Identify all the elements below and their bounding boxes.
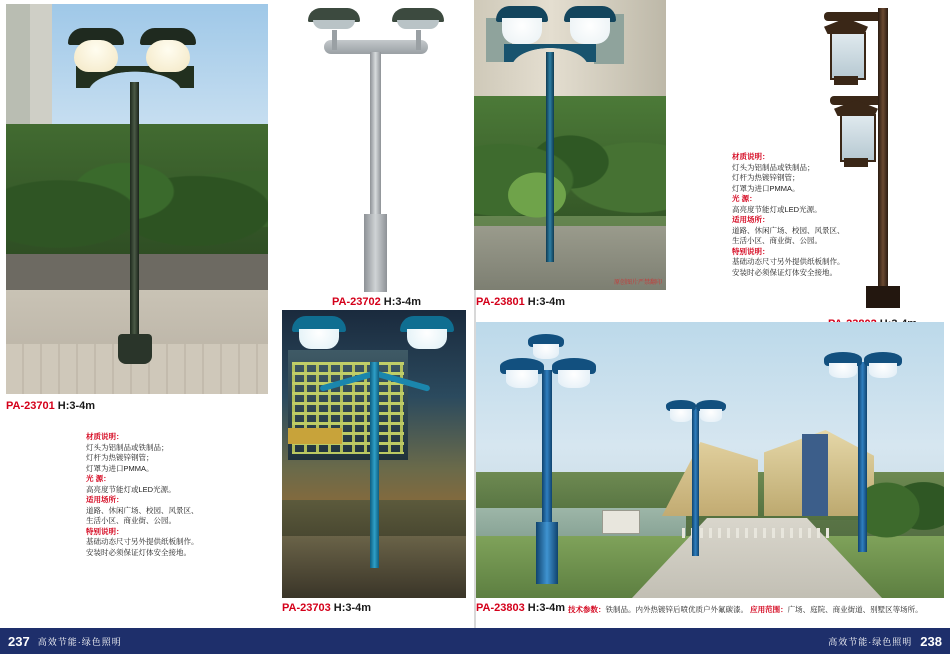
lamp-base (866, 286, 900, 308)
spec-line: 灯罩为进口PMMA。 (732, 183, 800, 193)
model-height: H:3-4m (333, 602, 372, 614)
model-height: H:3-4m (383, 296, 422, 308)
lamp-globe (670, 409, 692, 422)
lamp-globe (506, 370, 538, 388)
spec-line: 灯杆为热镀锌钢管； (732, 173, 800, 182)
model-code: PA-23801 (476, 296, 525, 308)
footer-text-left: 高效节能·绿色照明 (37, 636, 122, 647)
spec-line: 灯头为铝制品或铁制品； (86, 442, 169, 452)
lamp-head-right-left (824, 352, 862, 378)
model-code: PA-23702 (332, 296, 381, 308)
lamp-head-fg-left (500, 358, 544, 388)
footer-right (475, 628, 950, 654)
spec-line: 道路、休闲广场、校园、风景区、 (732, 225, 845, 235)
spec-line: 基础动态尺寸另外提供纸板制作。 (86, 537, 199, 546)
tech-label-usage: 应用范围： (750, 605, 788, 614)
lamp-globe (869, 363, 897, 378)
lamp-pole (370, 362, 379, 568)
lamp-globe (829, 363, 857, 378)
lamp-globe (502, 18, 542, 44)
model-height: H:3-4m (57, 400, 96, 412)
lamp-head-fg-top (528, 334, 564, 360)
lamp-base (364, 214, 387, 292)
lantern-upper (824, 18, 868, 88)
lamp-head-left (308, 8, 360, 34)
lamp-pole (130, 82, 139, 352)
caption-pa23701 (6, 400, 95, 412)
lamp-base (118, 334, 152, 364)
lantern-bottom (834, 76, 858, 85)
lamp-globe (533, 344, 559, 359)
lamp-globe (299, 329, 339, 349)
spec-line: 道路、休闲广场、校园、风景区、 (86, 505, 199, 515)
product-photo-pa23701 (6, 4, 268, 394)
lamp-pole-right (858, 362, 867, 552)
spec-line: 生活小区、商业街、公园。 (86, 516, 176, 525)
lamp-head-right (564, 6, 616, 46)
photo-banner (288, 428, 342, 444)
caption-pa23702 (332, 296, 421, 308)
spec-line: 安装时必须保证灯体安全接地。 (732, 267, 837, 277)
spec-title-note: 特别说明： (86, 526, 124, 536)
lamp-head-mid-right (696, 400, 726, 422)
photo-railing (682, 528, 832, 538)
photo-trees (862, 462, 944, 542)
photo-palm (492, 160, 582, 230)
product-photo-pa23703 (282, 310, 466, 598)
spec-line: 安装时必须保证灯体安全接地。 (86, 547, 191, 557)
lamp-globe (407, 329, 447, 349)
spec-title-light: 光 源： (86, 474, 111, 483)
lamp-head-right (400, 316, 454, 350)
spec-title-material: 材质说明： (86, 432, 124, 441)
photo-building-glass (802, 434, 828, 516)
lamp-head-left (496, 6, 548, 46)
lamp-head-left (68, 28, 124, 74)
footer-text-right: 高效节能·绿色照明 (828, 636, 913, 647)
model-code: PA-23703 (282, 602, 331, 614)
lamp-globe (700, 409, 722, 422)
tech-label-params: 技术参数： (568, 605, 606, 614)
lamp-head-right (392, 8, 444, 34)
lamp-head-left (292, 316, 346, 350)
model-code: PA-23701 (6, 400, 55, 412)
tech-usage-text: 广场、庭院、商业街道、别墅区等场所。 (787, 605, 923, 614)
lamp-globe (558, 370, 590, 388)
spec-block-left (86, 432, 246, 558)
caption-pa23801 (476, 296, 565, 308)
lamp-head-right-right (864, 352, 902, 378)
technical-note (568, 604, 923, 615)
lamp-pole-mid (692, 408, 699, 556)
caption-pa23703 (282, 602, 371, 614)
lamp-lens (313, 20, 355, 29)
model-height: H:3-4m (527, 296, 566, 308)
lamp-head-mid-left (666, 400, 696, 422)
product-photo-pa23801 (474, 0, 666, 290)
spec-line: 灯杆为热镀锌钢管； (86, 453, 154, 462)
spec-title-material: 材质说明： (732, 152, 770, 161)
tech-params-text: 铁制品。内外热镀锌后喷优质户外氟碳漆。 (605, 605, 748, 614)
product-photo-pa23803 (476, 322, 944, 598)
spec-title-place: 适用场所： (732, 215, 770, 224)
spec-line: 灯头为铝制品或铁制品； (732, 162, 815, 172)
lamp-pole (546, 52, 554, 262)
page-number-left: 237 (8, 633, 30, 649)
spec-title-note: 特别说明： (732, 246, 770, 256)
spec-title-light: 光 源： (732, 194, 757, 203)
lamp-lens (397, 20, 439, 29)
photo-sign (602, 510, 640, 534)
spec-line: 基础动态尺寸另外提供纸板制作。 (732, 257, 845, 266)
spec-line: 高亮度节能灯或LED光源。 (86, 484, 176, 494)
spec-line: 高亮度节能灯或LED光源。 (732, 204, 822, 214)
page-number-right: 238 (920, 633, 942, 649)
lamp-head-right (140, 28, 196, 74)
spec-line: 生活小区、商业街、公园。 (732, 236, 822, 245)
lamp-head-fg-right (552, 358, 596, 388)
photo-watermark: 原创图片严禁翻印 (613, 280, 662, 286)
spec-block-right (732, 152, 902, 278)
lamp-globe (74, 40, 118, 72)
lamp-globe (146, 40, 190, 72)
product-photo-pa23702 (300, 0, 450, 292)
spec-line: 灯罩为进口PMMA。 (86, 463, 154, 473)
caption-pa23803 (476, 602, 565, 614)
model-code: PA-23803 (476, 602, 525, 614)
lantern-body (830, 32, 866, 80)
model-height: H:3-4m (527, 602, 566, 614)
spec-title-place: 适用场所： (86, 495, 124, 504)
lamp-base-foreground (536, 522, 558, 584)
lamp-globe (570, 18, 610, 44)
footer-left (0, 628, 475, 654)
